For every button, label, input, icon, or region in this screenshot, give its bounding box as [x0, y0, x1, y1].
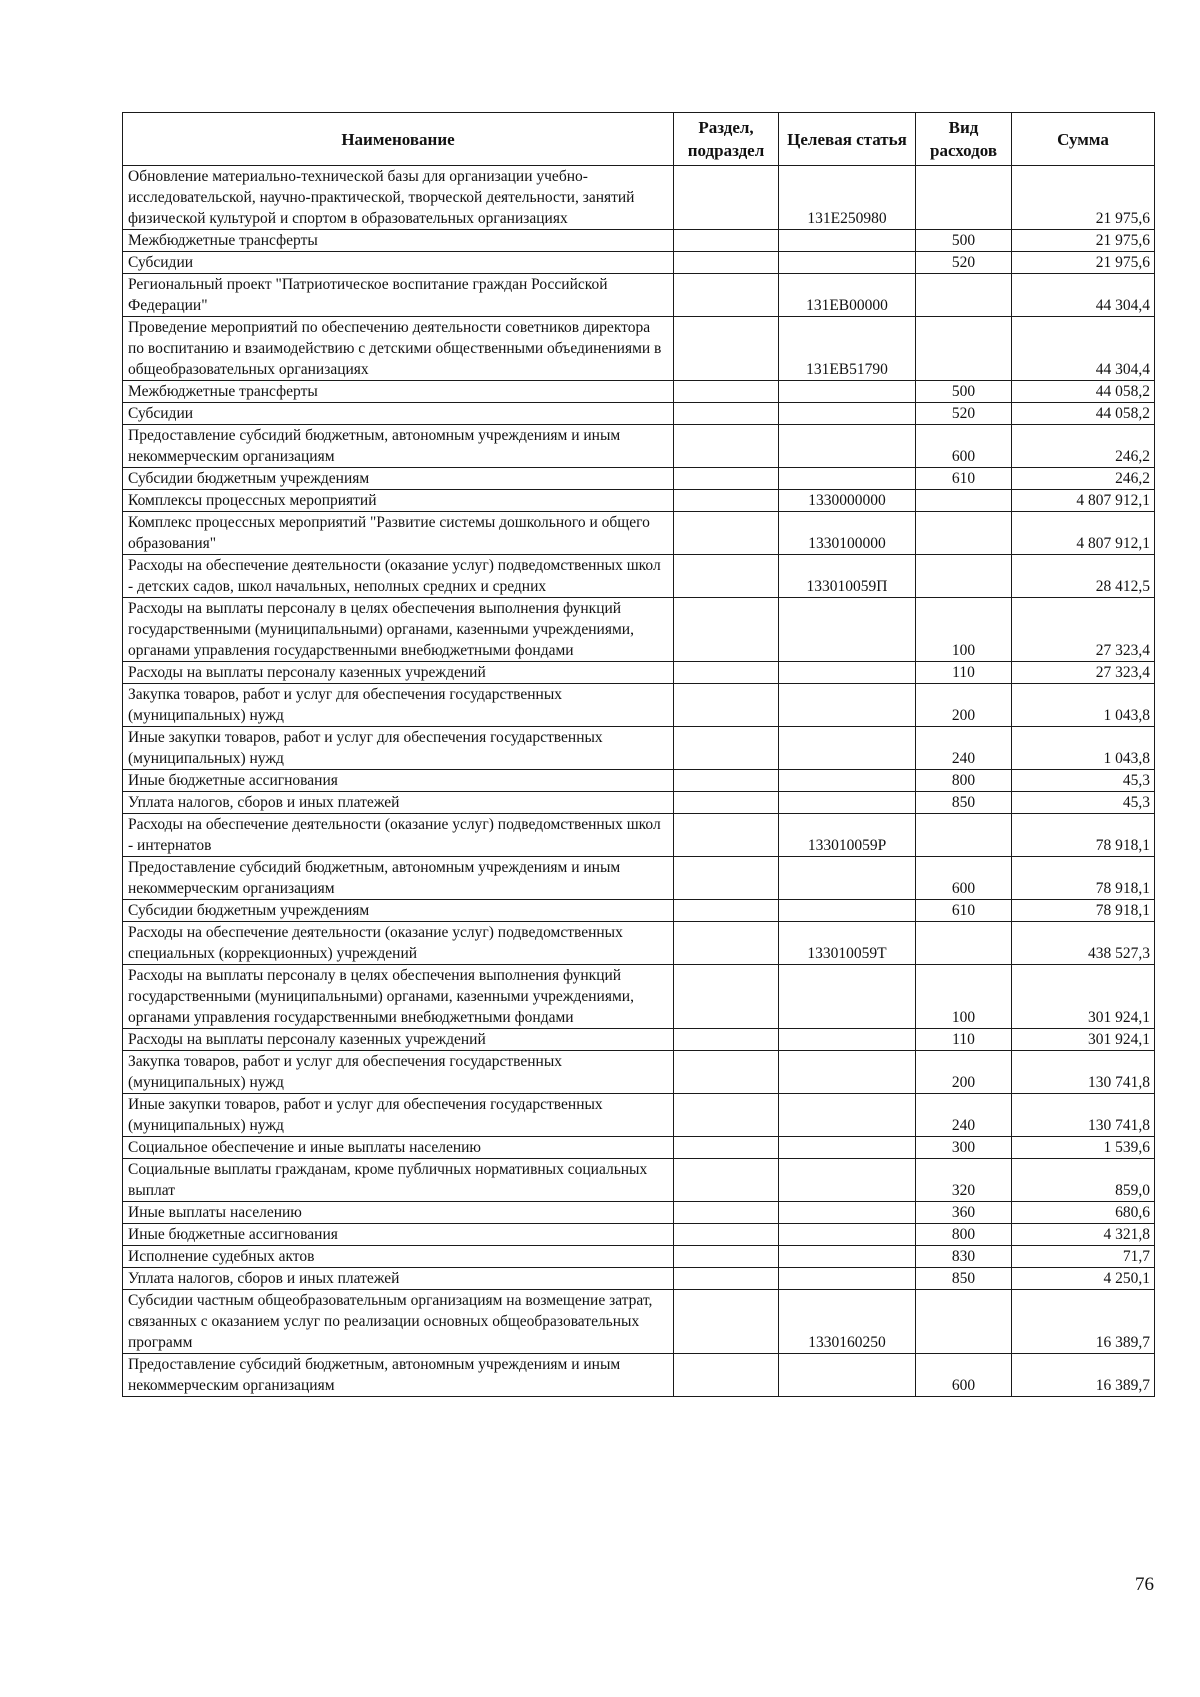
row-name: Субсидии частным общеобразовательным организациям на возмещение затрат, связанных с оказанием услуг по реализации основных общеобразовательных программ	[123, 1290, 674, 1354]
row-name: Расходы на выплаты персоналу в целях обеспечения выполнения функций государственными (муниципальными) органами, казенными учреждениями, органами управления государственными внебюджетными фондами	[123, 598, 674, 662]
table-body	[123, 166, 1155, 1397]
row-name: Субсидии	[123, 252, 674, 274]
table-row	[123, 662, 1155, 684]
row-section	[674, 317, 779, 381]
row-sum: 1 043,8	[1012, 727, 1155, 770]
table-row	[123, 1051, 1155, 1094]
row-name: Расходы на выплаты персоналу в целях обеспечения выполнения функций государственными (муниципальными) органами, казенными учреждениями, органами управления государственными внебюджетными фондами	[123, 965, 674, 1029]
row-target-article	[779, 857, 916, 900]
row-section	[674, 166, 779, 230]
row-expense-kind	[916, 274, 1012, 317]
row-sum: 301 924,1	[1012, 965, 1155, 1029]
row-target-article	[779, 684, 916, 727]
table-row	[123, 598, 1155, 662]
row-expense-kind: 610	[916, 900, 1012, 922]
row-sum: 21 975,6	[1012, 252, 1155, 274]
row-target-article	[779, 1051, 916, 1094]
row-target-article	[779, 403, 916, 425]
header-section: Раздел, подраздел	[674, 113, 779, 166]
table-row	[123, 555, 1155, 598]
row-section	[674, 425, 779, 468]
row-expense-kind: 850	[916, 792, 1012, 814]
row-section	[674, 1202, 779, 1224]
row-section	[674, 403, 779, 425]
row-name: Субсидии бюджетным учреждениям	[123, 900, 674, 922]
row-name: Предоставление субсидий бюджетным, автономным учреждениям и иным некоммерческим организациям	[123, 425, 674, 468]
row-name: Предоставление субсидий бюджетным, автономным учреждениям и иным некоммерческим организациям	[123, 857, 674, 900]
table-row	[123, 922, 1155, 965]
row-sum: 4 321,8	[1012, 1224, 1155, 1246]
row-expense-kind	[916, 512, 1012, 555]
row-name: Иные бюджетные ассигнования	[123, 1224, 674, 1246]
row-sum: 44 058,2	[1012, 381, 1155, 403]
row-expense-kind	[916, 922, 1012, 965]
row-name: Проведение мероприятий по обеспечению деятельности советников директора по воспитанию и взаимодействию с детскими общественными объединениями в общеобразовательных организациях	[123, 317, 674, 381]
row-expense-kind: 240	[916, 1094, 1012, 1137]
row-section	[674, 1094, 779, 1137]
row-section	[674, 814, 779, 857]
row-name: Обновление материально-технической базы для организации учебно-исследовательской, научно-практической, творческой деятельности, занятий физической культурой и спортом в образовательных организациях	[123, 166, 674, 230]
row-target-article	[779, 1246, 916, 1268]
table-row	[123, 1159, 1155, 1202]
row-expense-kind: 850	[916, 1268, 1012, 1290]
row-target-article	[779, 1137, 916, 1159]
row-name: Исполнение судебных актов	[123, 1246, 674, 1268]
row-expense-kind	[916, 555, 1012, 598]
row-sum: 301 924,1	[1012, 1029, 1155, 1051]
row-expense-kind: 520	[916, 252, 1012, 274]
row-expense-kind: 100	[916, 965, 1012, 1029]
row-sum: 45,3	[1012, 770, 1155, 792]
row-section	[674, 900, 779, 922]
row-target-article: 133010059П	[779, 555, 916, 598]
header-expense-kind: Вид расходов	[916, 113, 1012, 166]
budget-table	[122, 112, 1155, 1397]
row-sum: 44 304,4	[1012, 274, 1155, 317]
row-expense-kind: 360	[916, 1202, 1012, 1224]
row-expense-kind: 600	[916, 857, 1012, 900]
table-row	[123, 317, 1155, 381]
table-row	[123, 770, 1155, 792]
row-target-article	[779, 900, 916, 922]
row-name: Расходы на обеспечение деятельности (оказание услуг) подведомственных специальных (коррекционных) учреждений	[123, 922, 674, 965]
header-target-article: Целевая статья	[779, 113, 916, 166]
row-section	[674, 490, 779, 512]
row-expense-kind: 500	[916, 381, 1012, 403]
row-section	[674, 922, 779, 965]
row-expense-kind	[916, 317, 1012, 381]
row-target-article	[779, 425, 916, 468]
row-sum: 27 323,4	[1012, 598, 1155, 662]
row-section	[674, 1051, 779, 1094]
row-section	[674, 598, 779, 662]
row-target-article: 131ЕВ51790	[779, 317, 916, 381]
row-section	[674, 792, 779, 814]
row-expense-kind: 600	[916, 425, 1012, 468]
row-section	[674, 230, 779, 252]
row-target-article: 133010059Р	[779, 814, 916, 857]
row-target-article: 1330000000	[779, 490, 916, 512]
row-name: Комплекс процессных мероприятий "Развитие системы дошкольного и общего образования"	[123, 512, 674, 555]
row-section	[674, 1137, 779, 1159]
row-name: Комплексы процессных мероприятий	[123, 490, 674, 512]
page-number: 76	[1135, 1574, 1154, 1595]
row-section	[674, 1029, 779, 1051]
row-target-article: 133010059Т	[779, 922, 916, 965]
row-name: Расходы на выплаты персоналу казенных учреждений	[123, 1029, 674, 1051]
table-row	[123, 166, 1155, 230]
row-sum: 21 975,6	[1012, 230, 1155, 252]
row-name: Закупка товаров, работ и услуг для обеспечения государственных (муниципальных) нужд	[123, 684, 674, 727]
row-name: Предоставление субсидий бюджетным, автономным учреждениям и иным некоммерческим организациям	[123, 1354, 674, 1397]
table-row	[123, 381, 1155, 403]
row-name: Социальные выплаты гражданам, кроме публичных нормативных социальных выплат	[123, 1159, 674, 1202]
row-sum: 438 527,3	[1012, 922, 1155, 965]
row-expense-kind: 520	[916, 403, 1012, 425]
row-section	[674, 1354, 779, 1397]
row-section	[674, 727, 779, 770]
header-name: Наименование	[123, 113, 674, 166]
row-name: Иные закупки товаров, работ и услуг для обеспечения государственных (муниципальных) нужд	[123, 1094, 674, 1137]
row-expense-kind: 110	[916, 1029, 1012, 1051]
row-name: Закупка товаров, работ и услуг для обеспечения государственных (муниципальных) нужд	[123, 1051, 674, 1094]
row-expense-kind: 800	[916, 770, 1012, 792]
table-row	[123, 252, 1155, 274]
row-sum: 44 304,4	[1012, 317, 1155, 381]
row-sum: 27 323,4	[1012, 662, 1155, 684]
table-row	[123, 490, 1155, 512]
row-target-article	[779, 468, 916, 490]
row-section	[674, 1268, 779, 1290]
row-name: Расходы на выплаты персоналу казенных учреждений	[123, 662, 674, 684]
table-row	[123, 1246, 1155, 1268]
table-row	[123, 684, 1155, 727]
row-section	[674, 770, 779, 792]
row-target-article	[779, 230, 916, 252]
row-sum: 78 918,1	[1012, 814, 1155, 857]
row-name: Уплата налогов, сборов и иных платежей	[123, 792, 674, 814]
row-target-article	[779, 727, 916, 770]
table-header-row	[123, 113, 1155, 166]
row-expense-kind: 600	[916, 1354, 1012, 1397]
row-sum: 45,3	[1012, 792, 1155, 814]
row-expense-kind: 500	[916, 230, 1012, 252]
row-sum: 28 412,5	[1012, 555, 1155, 598]
row-sum: 246,2	[1012, 425, 1155, 468]
row-target-article	[779, 1224, 916, 1246]
row-section	[674, 1224, 779, 1246]
row-target-article	[779, 1029, 916, 1051]
row-sum: 130 741,8	[1012, 1051, 1155, 1094]
row-name: Межбюджетные трансферты	[123, 230, 674, 252]
table-row	[123, 425, 1155, 468]
row-target-article	[779, 662, 916, 684]
row-expense-kind: 100	[916, 598, 1012, 662]
row-expense-kind	[916, 166, 1012, 230]
row-expense-kind: 800	[916, 1224, 1012, 1246]
row-section	[674, 662, 779, 684]
row-sum: 4 807 912,1	[1012, 512, 1155, 555]
row-sum: 71,7	[1012, 1246, 1155, 1268]
row-expense-kind: 240	[916, 727, 1012, 770]
row-target-article: 1330160250	[779, 1290, 916, 1354]
row-name: Региональный проект "Патриотическое воспитание граждан Российской Федерации"	[123, 274, 674, 317]
row-target-article	[779, 1202, 916, 1224]
row-name: Расходы на обеспечение деятельности (оказание услуг) подведомственных школ - интернатов	[123, 814, 674, 857]
row-expense-kind	[916, 490, 1012, 512]
row-sum: 680,6	[1012, 1202, 1155, 1224]
table-row	[123, 900, 1155, 922]
table-row	[123, 1268, 1155, 1290]
row-expense-kind: 320	[916, 1159, 1012, 1202]
table-row	[123, 403, 1155, 425]
row-target-article	[779, 770, 916, 792]
row-sum: 1 539,6	[1012, 1137, 1155, 1159]
table-row	[123, 965, 1155, 1029]
row-target-article	[779, 965, 916, 1029]
row-expense-kind: 300	[916, 1137, 1012, 1159]
row-section	[674, 512, 779, 555]
row-name: Социальное обеспечение и иные выплаты населению	[123, 1137, 674, 1159]
row-section	[674, 555, 779, 598]
row-section	[674, 857, 779, 900]
row-name: Иные бюджетные ассигнования	[123, 770, 674, 792]
row-expense-kind: 610	[916, 468, 1012, 490]
row-target-article	[779, 1354, 916, 1397]
row-sum: 4 807 912,1	[1012, 490, 1155, 512]
row-section	[674, 381, 779, 403]
row-sum: 1 043,8	[1012, 684, 1155, 727]
table-row	[123, 230, 1155, 252]
row-target-article	[779, 1268, 916, 1290]
row-expense-kind: 200	[916, 1051, 1012, 1094]
row-expense-kind	[916, 814, 1012, 857]
row-name: Иные выплаты населению	[123, 1202, 674, 1224]
row-sum: 246,2	[1012, 468, 1155, 490]
row-section	[674, 1246, 779, 1268]
table-row	[123, 468, 1155, 490]
row-section	[674, 274, 779, 317]
row-target-article: 131ЕВ00000	[779, 274, 916, 317]
row-expense-kind: 200	[916, 684, 1012, 727]
row-target-article	[779, 1159, 916, 1202]
row-target-article: 131Е250980	[779, 166, 916, 230]
row-expense-kind: 110	[916, 662, 1012, 684]
table-row	[123, 1094, 1155, 1137]
row-name: Субсидии	[123, 403, 674, 425]
row-sum: 4 250,1	[1012, 1268, 1155, 1290]
row-name: Уплата налогов, сборов и иных платежей	[123, 1268, 674, 1290]
row-section	[674, 1159, 779, 1202]
row-section	[674, 965, 779, 1029]
row-sum: 21 975,6	[1012, 166, 1155, 230]
row-name: Межбюджетные трансферты	[123, 381, 674, 403]
row-name: Субсидии бюджетным учреждениям	[123, 468, 674, 490]
table-row	[123, 512, 1155, 555]
row-sum: 78 918,1	[1012, 900, 1155, 922]
table-row	[123, 1137, 1155, 1159]
table-row	[123, 1224, 1155, 1246]
row-expense-kind	[916, 1290, 1012, 1354]
row-sum: 16 389,7	[1012, 1354, 1155, 1397]
table-row	[123, 1202, 1155, 1224]
row-sum: 78 918,1	[1012, 857, 1155, 900]
row-sum: 859,0	[1012, 1159, 1155, 1202]
row-target-article	[779, 381, 916, 403]
row-target-article	[779, 792, 916, 814]
row-expense-kind: 830	[916, 1246, 1012, 1268]
row-name: Иные закупки товаров, работ и услуг для обеспечения государственных (муниципальных) нужд	[123, 727, 674, 770]
table-row	[123, 1029, 1155, 1051]
row-target-article	[779, 598, 916, 662]
row-section	[674, 252, 779, 274]
table-row	[123, 1290, 1155, 1354]
row-target-article	[779, 252, 916, 274]
row-target-article: 1330100000	[779, 512, 916, 555]
row-sum: 130 741,8	[1012, 1094, 1155, 1137]
header-sum: Сумма	[1012, 113, 1155, 166]
table-row	[123, 1354, 1155, 1397]
row-section	[674, 1290, 779, 1354]
row-section	[674, 684, 779, 727]
row-name: Расходы на обеспечение деятельности (оказание услуг) подведомственных школ - детских садов, школ начальных, неполных средних и средних	[123, 555, 674, 598]
row-target-article	[779, 1094, 916, 1137]
table-row	[123, 727, 1155, 770]
row-section	[674, 468, 779, 490]
table-row	[123, 814, 1155, 857]
table-row	[123, 792, 1155, 814]
row-sum: 44 058,2	[1012, 403, 1155, 425]
row-sum: 16 389,7	[1012, 1290, 1155, 1354]
table-row	[123, 857, 1155, 900]
table-row	[123, 274, 1155, 317]
